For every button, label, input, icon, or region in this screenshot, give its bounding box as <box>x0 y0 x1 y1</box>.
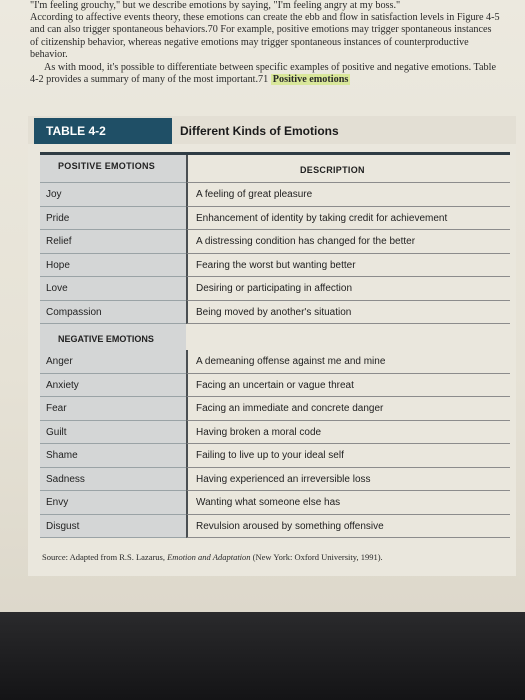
description-cell: A demeaning offense against me and mine <box>186 350 510 374</box>
description-cell: Enhancement of identity by taking credit for achievement <box>186 207 510 231</box>
positive-header-row <box>40 155 510 183</box>
emotion-cell: Shame <box>40 444 186 468</box>
intro-line-top: "I'm feeling grouchy," but we describe emotions by saying, "I'm feeling angry at my boss." <box>30 0 401 11</box>
description-cell: Having experienced an irreversible loss <box>186 468 510 492</box>
table-row <box>40 444 510 468</box>
positive-rows <box>40 183 510 324</box>
description-cell: Being moved by another's situation <box>186 301 510 325</box>
description-cell: A feeling of great pleasure <box>186 183 510 207</box>
table-row <box>40 230 510 254</box>
negative-header-spacer <box>186 324 510 350</box>
table-number-badge: TABLE 4-2 <box>34 118 172 144</box>
source-suffix: (New York: Oxford University, 1991). <box>250 552 383 562</box>
highlighted-text: Positive emotions <box>272 74 349 86</box>
emotion-cell: Hope <box>40 254 186 278</box>
table-row <box>40 277 510 301</box>
emotion-cell: Guilt <box>40 421 186 445</box>
description-cell: Revulsion aroused by something offensive <box>186 515 510 539</box>
negative-emotions-header: NEGATIVE EMOTIONS <box>40 324 186 350</box>
emotion-cell: Pride <box>40 207 186 231</box>
description-cell: A distressing condition has changed for the better <box>186 230 510 254</box>
table-header-bar <box>28 116 516 144</box>
description-cell: Failing to live up to your ideal self <box>186 444 510 468</box>
emotion-cell: Fear <box>40 397 186 421</box>
emotion-cell: Compassion <box>40 301 186 325</box>
table-row <box>40 350 510 374</box>
table-row <box>40 207 510 231</box>
emotion-cell: Anxiety <box>40 374 186 398</box>
table-source-note <box>42 552 383 562</box>
table-row <box>40 183 510 207</box>
description-header: DESCRIPTION <box>186 155 510 183</box>
intro-text <box>30 0 500 86</box>
table-row <box>40 468 510 492</box>
emotion-cell: Joy <box>40 183 186 207</box>
table-row <box>40 397 510 421</box>
source-title: Emotion and Adaptation <box>167 552 251 562</box>
intro-paragraph-1-text: According to affective events theory, these emotions can create the ebb and flow in satisfaction levels in Figure 4-5 and can also trigger spontaneous behaviors.70 For example, positive emotions may trigger spontaneous instances of citizenship behavior, whereas negative emotions may trigger spontaneous instances of counterproductive behavior. <box>30 12 500 60</box>
emotion-cell: Envy <box>40 491 186 515</box>
table-body <box>40 152 510 538</box>
table-row <box>40 301 510 325</box>
table-row <box>40 254 510 278</box>
table-row <box>40 421 510 445</box>
emotions-table <box>28 116 516 576</box>
description-cell: Wanting what someone else has <box>186 491 510 515</box>
table-row <box>40 515 510 539</box>
description-cell: Facing an immediate and concrete danger <box>186 397 510 421</box>
table-row <box>40 374 510 398</box>
description-cell: Fearing the worst but wanting better <box>186 254 510 278</box>
intro-paragraph-2 <box>30 62 500 86</box>
intro-paragraph-2-text: As with mood, it's possible to differentiate between specific examples of positive and negative emotions. Table 4-2 provides a summary of many of the most important.71 <box>30 62 496 86</box>
negative-header-row <box>40 324 510 350</box>
description-cell: Having broken a moral code <box>186 421 510 445</box>
emotion-cell: Relief <box>40 230 186 254</box>
emotion-cell: Anger <box>40 350 186 374</box>
description-cell: Facing an uncertain or vague threat <box>186 374 510 398</box>
negative-rows <box>40 350 510 538</box>
desk-background <box>0 612 525 700</box>
table-title: Different Kinds of Emotions <box>180 124 339 138</box>
emotion-cell: Disgust <box>40 515 186 539</box>
source-prefix: Source: Adapted from R.S. Lazarus, <box>42 552 168 562</box>
emotion-cell: Sadness <box>40 468 186 492</box>
positive-emotions-header: POSITIVE EMOTIONS <box>40 155 186 183</box>
description-cell: Desiring or participating in affection <box>186 277 510 301</box>
emotion-cell: Love <box>40 277 186 301</box>
table-row <box>40 491 510 515</box>
intro-paragraph-1 <box>30 12 500 61</box>
